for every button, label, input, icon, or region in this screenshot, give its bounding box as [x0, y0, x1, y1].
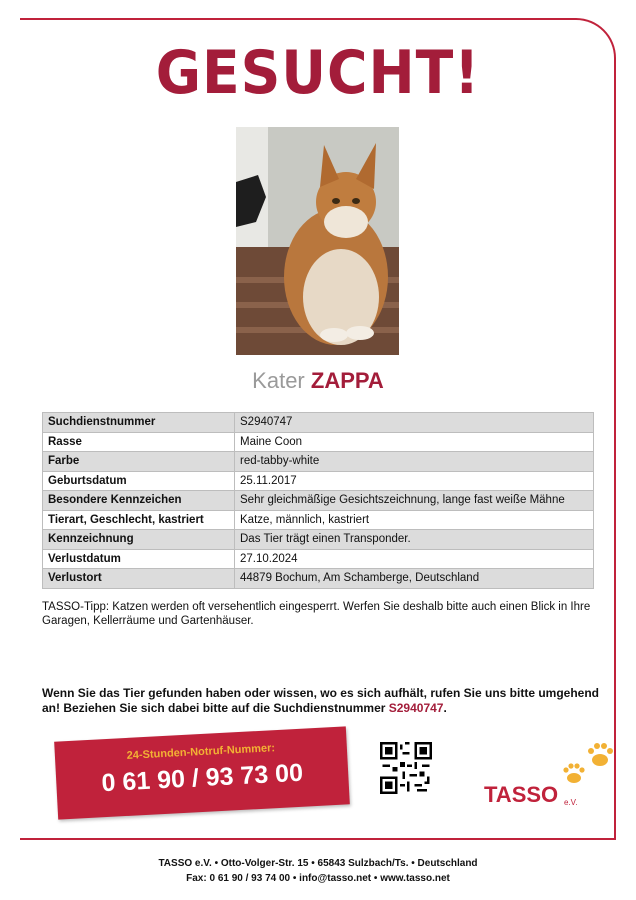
row-label: Besondere Kennzeichen — [43, 491, 235, 511]
logo-wordmark: TASSO — [484, 782, 559, 807]
table-row — [43, 432, 594, 452]
table-row — [43, 510, 594, 530]
row-value: red-tabby-white — [235, 452, 594, 472]
row-label: Kennzeichnung — [43, 530, 235, 550]
row-label: Tierart, Geschlecht, kastriert — [43, 510, 235, 530]
callout-text: Wenn Sie das Tier gefunden haben oder wissen, wo es sich aufhält, rufen Sie uns bitte umgehend an! Beziehen Sie sich dabei bitte auf die Suchdienstnummer — [42, 686, 599, 715]
pet-name — [0, 368, 636, 394]
footer-address: TASSO e.V. • Otto-Volger-Str. 15 • 65843 Sulzbach/Ts. • Deutschland — [158, 858, 478, 869]
table-row — [43, 549, 594, 569]
table-row — [43, 491, 594, 511]
hotline-label: 24-Stunden-Notruf-Nummer: — [126, 742, 276, 762]
row-value: 25.11.2017 — [235, 471, 594, 491]
call-to-action — [42, 686, 602, 716]
row-label: Verlustort — [43, 569, 235, 589]
cat-photo — [236, 127, 399, 355]
table-row — [43, 413, 594, 433]
row-value: 27.10.2024 — [235, 549, 594, 569]
tasso-tip: TASSO-Tipp: Katzen werden oft versehentlich eingesperrt. Werfen Sie deshalb bitte auch einen Blick in Ihre Garagen, Kellerräume und Gartenhäuser. — [42, 601, 591, 627]
row-value: Das Tier trägt einen Transponder. — [235, 530, 594, 550]
row-label: Geburtsdatum — [43, 471, 235, 491]
tasso-logo — [478, 740, 618, 814]
callout-end: . — [443, 701, 447, 715]
row-value: S2940747 — [235, 413, 594, 433]
table-row — [43, 452, 594, 472]
hotline-banner — [54, 726, 350, 819]
row-value: Maine Coon — [235, 432, 594, 452]
footer — [0, 856, 636, 886]
name-prefix: Kater — [252, 368, 305, 393]
table-row — [43, 530, 594, 550]
page-title: GESUCHT! — [155, 38, 481, 108]
row-label: Farbe — [43, 452, 235, 472]
callout-number: S2940747 — [388, 701, 444, 715]
pet-name-value: ZAPPA — [310, 368, 384, 393]
row-value: Katze, männlich, kastriert — [235, 510, 594, 530]
logo-suffix: e.V. — [564, 798, 578, 807]
hotline-phone[interactable]: 0 61 90 / 93 73 00 — [100, 758, 304, 798]
row-value: 44879 Bochum, Am Schamberge, Deutschland — [235, 569, 594, 589]
qr-code-icon[interactable] — [380, 742, 432, 794]
info-table — [42, 412, 594, 589]
row-value: Sehr gleichmäßige Gesichtszeichnung, lange fast weiße Mähne — [235, 491, 594, 511]
row-label: Verlustdatum — [43, 549, 235, 569]
footer-contact: Fax: 0 61 90 / 93 74 00 • info@tasso.net • www.tasso.net — [186, 873, 450, 884]
table-row — [43, 471, 594, 491]
row-label: Suchdienstnummer — [43, 413, 235, 433]
table-row — [43, 569, 594, 589]
row-label: Rasse — [43, 432, 235, 452]
paw-icon — [558, 740, 618, 790]
